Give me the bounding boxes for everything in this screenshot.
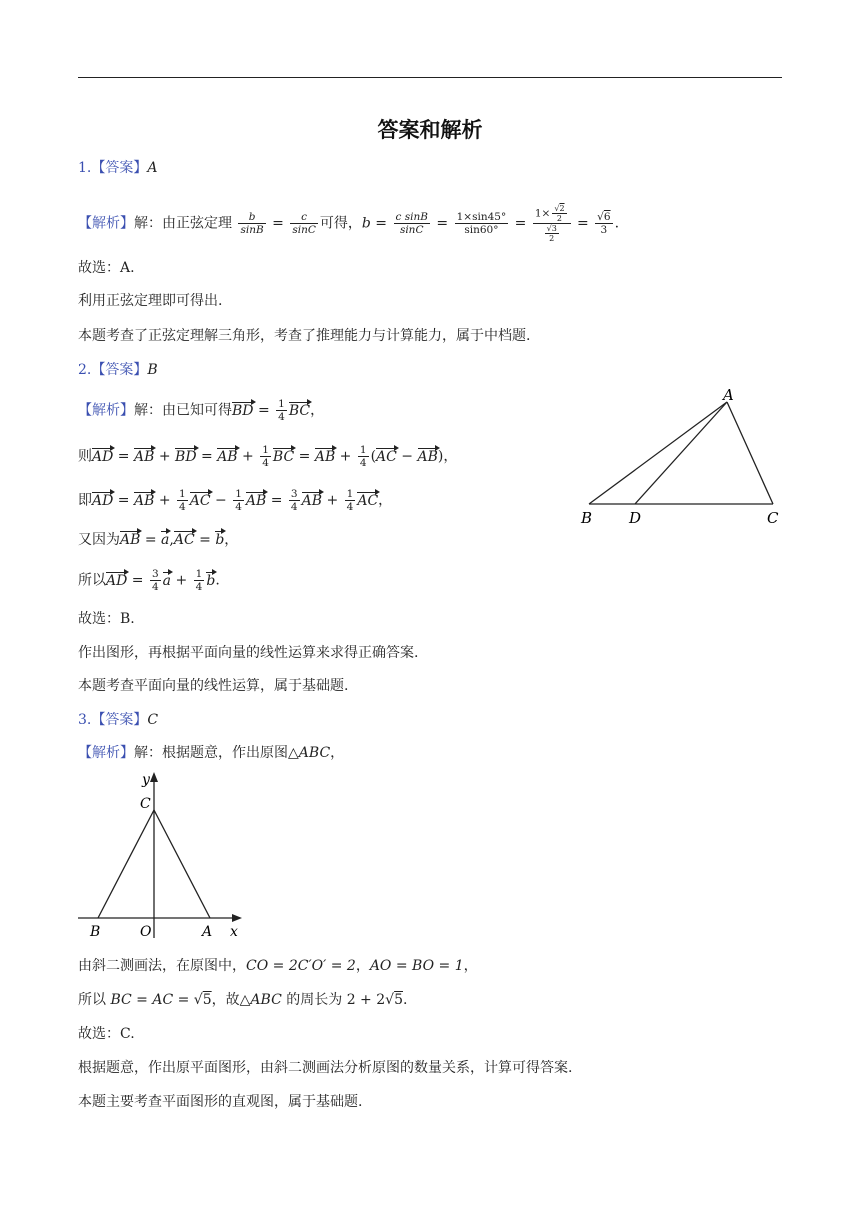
q2-l1-prefix: 解：由已知可得 bbox=[134, 402, 232, 419]
q2-number: 2. bbox=[78, 362, 92, 378]
label-b: B bbox=[581, 509, 593, 527]
q3-analysis-line bbox=[78, 743, 344, 763]
q3-l1-sep: ， bbox=[355, 958, 370, 974]
q3-summary: 本题主要考查平面图形的直观图，属于基础题. bbox=[78, 1094, 363, 1110]
x-axis-arrow bbox=[232, 914, 242, 922]
label-x: x bbox=[230, 924, 238, 940]
q2-triangle-figure bbox=[575, 380, 795, 530]
q2-l2-prefix: 则 bbox=[78, 448, 92, 465]
q3-l2-abc: ABC bbox=[250, 992, 282, 1008]
q3-choose: 故选：C. bbox=[78, 1026, 135, 1042]
segment-ad bbox=[635, 402, 727, 504]
q3-analysis-abc: ABC bbox=[298, 745, 331, 761]
label-c: C bbox=[767, 509, 779, 527]
q1-choose: 故选：A. bbox=[78, 260, 135, 276]
q2-analysis-line5: 所以AD = $\frac{3}{4}$ a + $\frac{1}{4}$ b. bbox=[78, 568, 220, 593]
q1-method: 利用正弦定理即可得出. bbox=[78, 293, 223, 309]
q3-line2: 所以 BC = AC = √5，故△ABC 的周长为 2 + 2√5. bbox=[78, 992, 408, 1008]
q1-analysis-bracket: 【解析】 bbox=[78, 215, 134, 232]
q1-formula-frac4: $\frac{1\times\sin 45^\circ}{\sin 60^\circ}$ bbox=[456, 211, 507, 236]
q3-l1-eq2: AO = BO = 1 bbox=[369, 958, 464, 974]
q2-analysis-line2: 则AD = AB + BD = AB + $\frac{1}{4}$ BC = AB + $\frac{1}{4}$ (AC − AB)， bbox=[78, 444, 458, 469]
q3-answer-bracket: 【答案】 bbox=[91, 712, 148, 728]
q3-l2-eq: BC = AC = bbox=[110, 992, 194, 1008]
q3-line1 bbox=[78, 956, 478, 976]
q1-analysis-line: 【解析】解：由正弦定理 $\frac{b}{\sin B}$ = $\frac{c}{\sin C}$ 可得，b = $\frac{\text{c sinB}}{\sin C}$ = $\frac{1\times\sin 45^\circ}{\sin 60^\circ}$ = 1× $\frac{√2}{2}$ $\frac{√3}{2}$ = $\frac{√6}{3}$ . bbox=[78, 204, 620, 243]
q1-answer-value: A bbox=[147, 160, 158, 176]
q2-summary: 本题考查平面向量的线性运算，属于基础题. bbox=[78, 678, 349, 694]
q1-answer-bracket: 【答案】 bbox=[91, 160, 148, 176]
label-d: D bbox=[629, 509, 642, 527]
q2-answer-bracket: 【答案】 bbox=[91, 362, 148, 378]
q2-answer-value: B bbox=[147, 362, 158, 378]
q1-summary: 本题考查了正弦定理解三角形，考查了推理能力与计算能力，属于中档题. bbox=[78, 328, 531, 344]
label-a: A bbox=[202, 924, 213, 940]
label-y: y bbox=[142, 772, 150, 788]
q2-choose: 故选：B. bbox=[78, 611, 135, 627]
q3-number: 3. bbox=[78, 712, 92, 728]
q1-formula-frac2: $\frac{c}{\sin C}$ bbox=[292, 211, 316, 236]
q1-formula-frac6: $\frac{√6}{3}$ bbox=[597, 211, 611, 236]
q2-analysis-line4: 又因为AB = a,AC = b， bbox=[78, 532, 239, 548]
label-a: A bbox=[723, 386, 734, 404]
label-c: C bbox=[140, 796, 151, 812]
q3-l1-eq1: CO = 2C′O′ = 2 bbox=[246, 958, 356, 974]
q1-analysis-mid: 可得， bbox=[319, 215, 362, 232]
q2-analysis-line3: 即AD = AB + $\frac{1}{4}$ AC − $\frac{1}{4}$ AB = $\frac{3}{4}$ AB + $\frac{1}{4}$ AC， bbox=[78, 488, 393, 513]
q3-l2-prefix: 所以 bbox=[78, 992, 106, 1008]
q3-answer-line bbox=[78, 710, 158, 730]
q3-l1-prefix: 由斜二测画法，在原图中， bbox=[78, 958, 246, 974]
q1-formula-frac5: 1× $\frac{√2}{2}$ $\frac{√3}{2}$ bbox=[533, 204, 571, 243]
q3-l1-end: ， bbox=[463, 958, 478, 974]
q1-answer-line bbox=[78, 158, 157, 178]
segment-ab bbox=[589, 402, 727, 504]
y-axis-arrow bbox=[150, 772, 158, 782]
segment-bc bbox=[98, 810, 154, 918]
q3-l2-mid: ，故△ bbox=[211, 992, 251, 1008]
segment-ca bbox=[154, 810, 210, 918]
page-title: 答案和解析 bbox=[377, 118, 483, 142]
q1-analysis-prefix: 解：由正弦定理 bbox=[134, 215, 232, 232]
q3-analysis-text: 解：根据题意，作出原图△ bbox=[134, 745, 299, 761]
q2-answer-line bbox=[78, 360, 158, 380]
q2-analysis-bracket: 【解析】 bbox=[78, 402, 134, 419]
q3-answer-value: C bbox=[147, 712, 159, 728]
q2-analysis-line1: 【解析】解：由已知可得BD = $\frac{1}{4}$ BC， bbox=[78, 398, 325, 423]
q1-formula-frac1: $\frac{b}{\sin B}$ bbox=[240, 211, 264, 236]
header-rule bbox=[78, 77, 782, 78]
q3-analysis-bracket: 【解析】 bbox=[78, 745, 134, 761]
label-o: O bbox=[140, 924, 152, 940]
q2-l3-prefix: 即 bbox=[78, 492, 92, 509]
q3-method: 根据题意，作出原平面图形，由斜二测画法分析原图的数量关系，计算可得答案. bbox=[78, 1060, 573, 1076]
q1-formula-frac3: $\frac{\text{c sinB}}{\sin C}$ bbox=[395, 211, 428, 236]
q2-l4-prefix: 又因为 bbox=[78, 532, 120, 548]
label-b: B bbox=[90, 924, 101, 940]
q3-l2-tail: 的周长为 2 + 2 bbox=[281, 992, 386, 1008]
q2-method: 作出图形，再根据平面向量的线性运算来求得正确答案. bbox=[78, 645, 419, 661]
segment-ac bbox=[727, 402, 773, 504]
q2-l5-prefix: 所以 bbox=[78, 572, 106, 589]
q3-analysis-end: ， bbox=[330, 745, 345, 761]
q1-number: 1. bbox=[78, 160, 92, 176]
q3-coordinate-figure bbox=[76, 770, 256, 942]
